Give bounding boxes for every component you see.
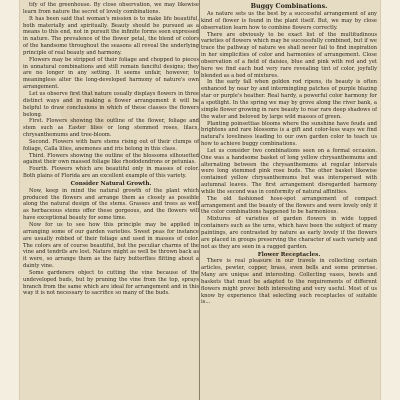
- column-divider: [199, 0, 200, 400]
- paragraph: Flowers may be stripped of their foliage and chopped to pieces in unnatural combinations and still remain fanciful designs; they are no longer in any setting. It seems unfair, however, to meaningless alter the long-developed harmony of nature's own arrangement.: [23, 56, 199, 91]
- paragraph: Third. Flowers showing the outline of the blossoms silhouetted against their own massed foliage like rhododendrons or petunias.: [23, 152, 199, 166]
- paragraph: The old fashioned hose-spot arrangement of compact arrangement and the beauty of the flowers and were lovely only if the color combinations happened to be harmonious.: [201, 195, 377, 216]
- paragraph: It has been said that woman's mission is to make life beautiful, both materially and spiritually. Beauty should be pursued as a means to this end, not in pursuit the infinite forms seen expressed in nature. The prevalence of the flower petal, the blend of colors of the handsome throughout the seasons all reveal the underlying principle of real beauty and harmony.: [23, 15, 199, 56]
- paragraph: There are obviously to be exact list of the multitudinous varieties of flowers which may be successfully combined, but if we trace the pathway of nature we shall never fail to find inspiration in her simplicities of color and harmonies of arrangement. Close observation of a field of daisies, blue and pink with red and yet here we find each bud very rare revealing tint of color, joyfully blended as a bed of mixtures.: [201, 31, 377, 79]
- subheading: Flower Receptacles.: [257, 251, 321, 258]
- paragraph: Some gardeners object to cutting the vine because of the undeveloped buds, but by pruning the vine from the top, sprays branch from the same which are ideal for arrangement and in this way it is not necessary to sacrifice so many of the buds.: [23, 269, 199, 297]
- paragraph: Now, keep in mind the natural growth of the plant which produced the flowers and arrange them as closely as possible along the natural design of the stems. Grasses and trees as well as herbaceous stems offer these gorgeous, and the flowers will have exceptional beauty for some time.: [23, 187, 199, 222]
- paragraph: In the early fall when golden rod ripens, its beauty is often enhanced by near by and intermingling patches of purple blazing star or purple's heather. Real hardy, a powerful color harmony for a spotlight. In the spring we may by grove along the river bank, a simple flower growing in rare beauty to rear rare deep shadows of the water and beloved by large wild masses of green.: [201, 79, 377, 120]
- subheading: Consider Natural Growth.: [70, 180, 152, 187]
- paragraph: tify of the greenhouse. By close observation, we may likewise learn from nature the secret of lovely combinations.: [23, 2, 199, 15]
- section-heading: Buggy Combinations.: [250, 2, 328, 10]
- paragraph: Now for us to see how this principle may be applied in arranging some of our garden varieties. Sweet peas for instance are usually robbed of their foliage and used in masses of color. The colors are of course beautiful, but the peculiar charms of the vine and tendrils are lost. Nature might as well be thrown back as it were, so arrange them as the fairy butterflies flitting about a dainty vine.: [23, 222, 199, 270]
- paragraph: Second. Flowers with bare stems rising out of their clumps of foliage, Calla lilies, anemones and iris belong in this class.: [23, 138, 199, 152]
- paragraph: Mixtures of varieties of garden flowers in wide topped containers such as the urns, which have been the subject of many paintings, are contrasted by nature as early lovely if the flowers are placed in groups preserving the character of each variety and not as they are seen in a ragged garden.: [201, 216, 377, 250]
- paragraph: Fourth. Flowers which are beautiful only in masses of color. Both plains of Florida are an excellent example of this variety.: [23, 166, 199, 180]
- paragraph: Planting poinsettias blooms where the sunshine have feuds and brightens and rare blossoms is a gift and color-less ways we find natural's loveliness leading to our own garden color to teach us how to achieve buggy combinations.: [201, 120, 377, 148]
- paragraph: As nature sets us the best by a successful arrangement of any kind of flower is found in the plant itself. But, we may by close observation learn how to combine flowers correctly.: [201, 11, 377, 31]
- newspaper-clipping: [20, 0, 380, 400]
- paragraph: First. Flowers showing the outline of the flower, foliage and stem such as Easter lilies or long stemmed roses, lilacs, chrysanthemums and tree-bloom.: [23, 118, 199, 139]
- paragraph: There is real pleasure in our travels in collecting certain articles, pewter, copper, brass, even bells and some primrose. Many are unique and interesting. Collecting vases, bowls and baskets that must be adapted to the requirements of different flowers might prove both interesting and very useful. Most of us know by experience that selecting such receptacles of suitable is...: [201, 258, 377, 306]
- paragraph: Let us observe first that nature usually displays flowers in three distinct ways and in making a flower arrangement it will be helpful to draw conclusions in which of these classes the flowers belong.: [23, 90, 199, 118]
- paragraph: Let us consider two combinations seen on a formal occasion. One was a handsome basket of long yellow chrysanthemums and alternating between the chrysanthemums at regular intervals were long stemmed pink rose buds. The other basket likewise contained yellow chrysanthemums but was interspersed with autumnal leaves. The first arrangement disregarded harmony while the second was in conformity of natural affinities.: [201, 147, 377, 195]
- article-right-column: [201, 2, 377, 398]
- article-left-column: [23, 2, 199, 398]
